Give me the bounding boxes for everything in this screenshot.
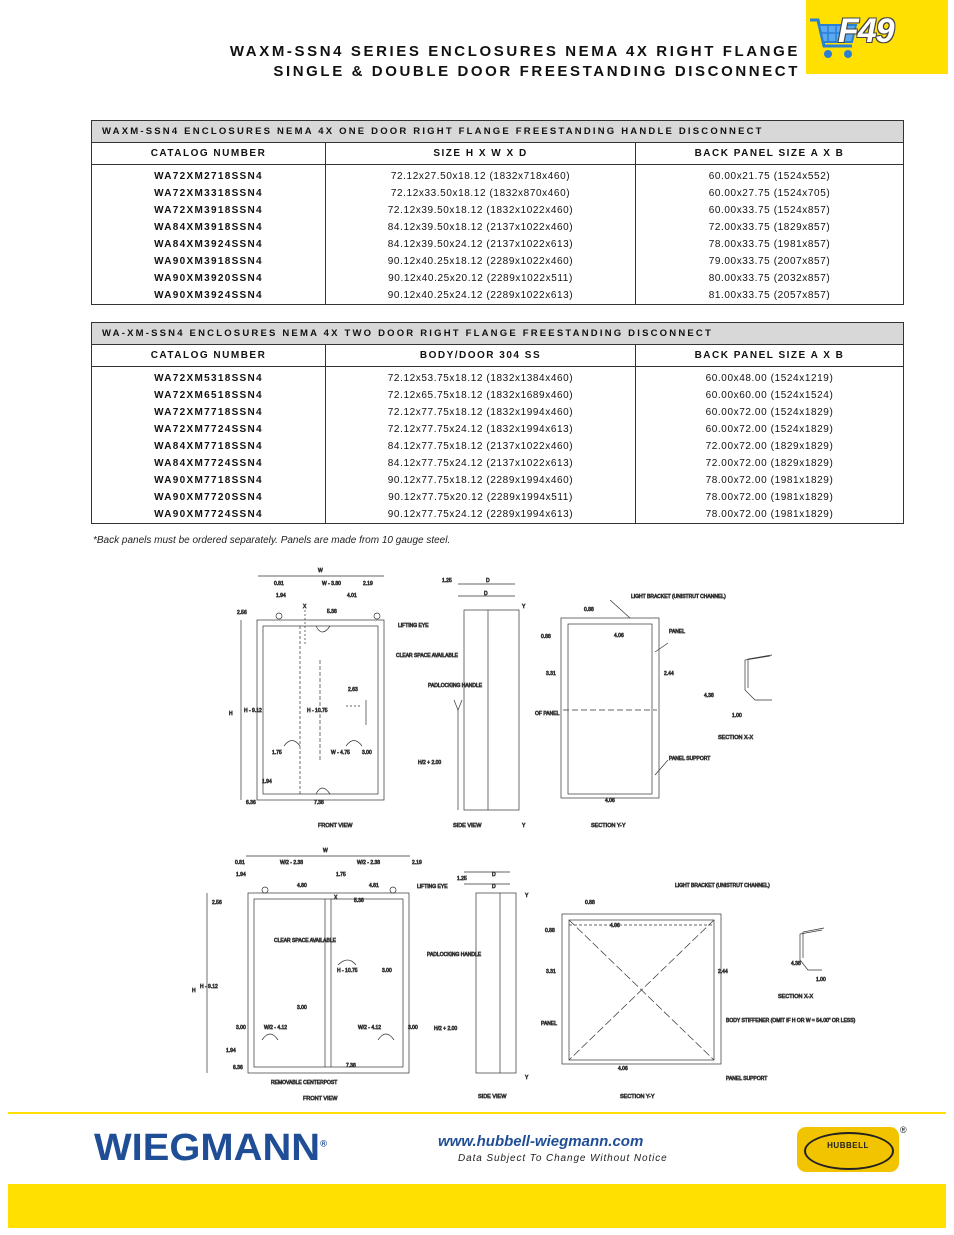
dim-label: PANEL (541, 1021, 558, 1027)
hubbell-oval (804, 1132, 894, 1170)
size-value: 84.12x39.50x18.12 (2137x1022x460) (326, 219, 636, 236)
column-header: BODY/DOOR 304 SS (326, 345, 636, 367)
table-one-door-title: WAXM-SSN4 ENCLOSURES NEMA 4X ONE DOOR RIGHT FLANGE FREESTANDING HANDLE DISCONNECT (92, 121, 904, 143)
panel-size-value: 60.00x33.75 (1524x857) (636, 202, 904, 219)
table-row (92, 236, 904, 253)
panel-size-value: 81.00x33.75 (2057x857) (636, 287, 904, 305)
table-row (92, 287, 904, 305)
table-two-door (91, 322, 904, 524)
dim-label: 0.88 (545, 928, 555, 934)
website-link[interactable]: www.hubbell-wiegmann.com (438, 1133, 644, 1150)
dim-label: Y (525, 1075, 529, 1081)
dim-label: 3.00 (362, 750, 372, 756)
dim-label: D (486, 578, 490, 584)
dim-label: 0.88 (584, 607, 594, 613)
panel-size-value: 60.00x72.00 (1524x1829) (636, 421, 904, 438)
dim-label: 0.88 (541, 634, 551, 640)
catalog-number: WA84XM7724SSN4 (92, 455, 326, 472)
dim-label: H/2 + 2.00 (434, 1026, 458, 1032)
dim-label: 1.94 (226, 1048, 236, 1054)
catalog-number: WA90XM3924SSN4 (92, 287, 326, 305)
dim-label: H - 10.75 (337, 968, 358, 974)
dim-label: 3.31 (546, 969, 556, 975)
table-row (92, 421, 904, 438)
table-row (92, 253, 904, 270)
dim-label: 3.00 (382, 968, 392, 974)
size-value: 72.12x27.50x18.12 (1832x718x460) (326, 165, 636, 186)
dim-label: LIFTING EYE (398, 623, 429, 629)
dim-label: 2.19 (363, 581, 373, 587)
dim-label: OF PANEL (535, 711, 560, 717)
single-section-xx (745, 655, 772, 700)
dim-label: 6.36 (246, 800, 256, 806)
table-row (92, 387, 904, 404)
table-row (92, 506, 904, 524)
dim-label: H (192, 988, 196, 994)
panel-size-value: 60.00x48.00 (1524x1219) (636, 367, 904, 388)
dim-label: 2.44 (664, 671, 674, 677)
dim-label: PADLOCKING HANDLE (427, 952, 482, 958)
dim-label: 1.75 (272, 750, 282, 756)
catalog-number: WA72XM2718SSN4 (92, 165, 326, 186)
table-row (92, 219, 904, 236)
dim-label: 1.00 (816, 977, 826, 983)
panel-size-value: 80.00x33.75 (2032x857) (636, 270, 904, 287)
footer-band (8, 1184, 946, 1228)
size-value: 90.12x77.75x24.12 (2289x1994x613) (326, 506, 636, 524)
dim-label: W/2 - 2.38 (280, 860, 304, 866)
panel-size-value: 60.00x60.00 (1524x1524) (636, 387, 904, 404)
single-section-yy (561, 600, 668, 798)
dim-label: PANEL (669, 629, 686, 635)
double-section-yy (562, 914, 721, 1064)
dim-label: Y (522, 823, 526, 829)
catalog-number: WA84XM7718SSN4 (92, 438, 326, 455)
dim-label: 1.94 (236, 872, 246, 878)
dim-label: 1.00 (732, 713, 742, 719)
page-code: F49 (838, 12, 894, 50)
dim-label: W/2 - 4.12 (358, 1025, 382, 1031)
dim-label: 1.25 (442, 578, 452, 584)
column-header: SIZE H X W X D (326, 143, 636, 165)
dim-label: 6.36 (233, 1065, 243, 1071)
dim-label: 4.06 (610, 923, 620, 929)
dim-label: 3.00 (408, 1025, 418, 1031)
dim-label: CLEAR SPACE AVAILABLE (274, 938, 336, 944)
hubbell-text: HUBBELL (827, 1141, 869, 1150)
view-label: FRONT VIEW (303, 1096, 338, 1102)
catalog-number: WA72XM5318SSN4 (92, 367, 326, 388)
dim-label: W (323, 848, 328, 854)
catalog-number: WA72XM3318SSN4 (92, 185, 326, 202)
table-row (92, 270, 904, 287)
dim-label: 2.19 (412, 860, 422, 866)
table-two-door-title: WA-XM-SSN4 ENCLOSURES NEMA 4X TWO DOOR RIGHT FLANGE FREESTANDING DISCONNECT (92, 323, 904, 345)
catalog-number: WA72XM3918SSN4 (92, 202, 326, 219)
technical-drawings (0, 560, 954, 1110)
view-label: FRONT VIEW (318, 823, 353, 829)
column-header: CATALOG NUMBER (92, 345, 326, 367)
view-label: SECTION Y-Y (620, 1094, 655, 1100)
size-value: 72.12x39.50x18.12 (1832x1022x460) (326, 202, 636, 219)
dim-label: D (484, 591, 488, 597)
dim-label: 0.81 (235, 860, 245, 866)
hubbell-logo (797, 1127, 899, 1172)
dim-label: W (318, 568, 323, 574)
size-value: 72.12x65.75x18.12 (1832x1689x460) (326, 387, 636, 404)
dim-label: D (492, 872, 496, 878)
view-label: SIDE VIEW (478, 1094, 507, 1100)
panel-size-value: 78.00x72.00 (1981x1829) (636, 506, 904, 524)
table-row (92, 438, 904, 455)
panel-size-value: 60.00x21.75 (1524x552) (636, 165, 904, 186)
size-value: 90.12x40.25x20.12 (2289x1022x511) (326, 270, 636, 287)
dim-label: 1.75 (336, 872, 346, 878)
catalog-number: WA72XM6518SSN4 (92, 387, 326, 404)
catalog-number: WA72XM7718SSN4 (92, 404, 326, 421)
view-label: SECTION X-X (778, 994, 814, 1000)
size-value: 90.12x40.25x18.12 (2289x1022x460) (326, 253, 636, 270)
dim-label: 4.80 (297, 883, 307, 889)
table-one-door (91, 120, 904, 305)
size-value: 84.12x39.50x24.12 (2137x1022x613) (326, 236, 636, 253)
catalog-number: WA72XM7724SSN4 (92, 421, 326, 438)
dim-label: H - 10.75 (307, 708, 328, 714)
size-value: 72.12x53.75x18.12 (1832x1384x460) (326, 367, 636, 388)
dim-label: H - 9.12 (200, 984, 218, 990)
dim-label: W - 4.75 (331, 750, 350, 756)
dim-label: 2.63 (348, 687, 358, 693)
size-value: 90.12x77.75x18.12 (2289x1994x460) (326, 472, 636, 489)
dim-label: 1.94 (276, 593, 286, 599)
footnote: *Back panels must be ordered separately. Panels are made from 10 gauge steel. (93, 535, 451, 546)
dim-label: W/2 - 2.38 (357, 860, 381, 866)
dim-label: H/2 + 2.00 (418, 760, 442, 766)
dim-label: 1.25 (457, 876, 467, 882)
table-row (92, 489, 904, 506)
double-front-view (207, 856, 410, 1073)
catalog-number: WA90XM7724SSN4 (92, 506, 326, 524)
dim-label: H (229, 711, 233, 717)
dim-label: 4.38 (791, 961, 801, 967)
dim-label: 4.06 (614, 633, 624, 639)
size-value: 72.12x33.50x18.12 (1832x870x460) (326, 185, 636, 202)
dim-label: 4.01 (347, 593, 357, 599)
dim-label: REMOVABLE CENTERPOST (271, 1080, 338, 1086)
size-value: 90.12x77.75x20.12 (2289x1994x511) (326, 489, 636, 506)
dim-label: 4.06 (618, 1066, 628, 1072)
disclaimer: Data Subject To Change Without Notice (458, 1153, 668, 1164)
table-row (92, 185, 904, 202)
dim-label: 7.38 (314, 800, 324, 806)
view-label: SECTION X-X (718, 735, 754, 741)
catalog-number: WA84XM3918SSN4 (92, 219, 326, 236)
dim-label: PADLOCKING HANDLE (428, 683, 483, 689)
dim-label: X (334, 895, 338, 901)
panel-size-value: 78.00x72.00 (1981x1829) (636, 472, 904, 489)
dim-label: 5.38 (327, 609, 337, 615)
dim-label: 2.56 (237, 610, 247, 616)
panel-size-value: 78.00x72.00 (1981x1829) (636, 489, 904, 506)
catalog-number: WA90XM3920SSN4 (92, 270, 326, 287)
dim-label: X (303, 604, 307, 610)
title-line-1: WAXM-SSN4 SERIES ENCLOSURES NEMA 4X RIGHT FLANGE (229, 43, 800, 60)
dim-label: Y (525, 893, 529, 899)
table-row (92, 472, 904, 489)
table-row (92, 165, 904, 186)
column-header: CATALOG NUMBER (92, 143, 326, 165)
table-row (92, 367, 904, 388)
panel-size-value: 72.00x72.00 (1829x1829) (636, 455, 904, 472)
page-title (200, 42, 800, 82)
size-value: 84.12x77.75x24.12 (2137x1022x613) (326, 455, 636, 472)
dim-label: 4.06 (605, 798, 615, 804)
dim-label: H - 9.12 (244, 708, 262, 714)
dim-label: BODY STIFFENER (OMIT IF H OR W = 54.00" OR LESS) (726, 1018, 856, 1024)
dim-label: LIGHT BRACKET (UNISTRUT CHANNEL) (675, 883, 770, 889)
dim-label: D (492, 884, 496, 890)
dim-label: 4.38 (704, 693, 714, 699)
catalog-number: WA90XM7720SSN4 (92, 489, 326, 506)
registered-mark: ® (320, 1138, 328, 1149)
panel-size-value: 72.00x72.00 (1829x1829) (636, 438, 904, 455)
double-side-view (464, 872, 516, 1073)
table-row (92, 455, 904, 472)
dim-label: 4.81 (369, 883, 379, 889)
dim-label: 5.38 (354, 898, 364, 904)
dim-label: Y (522, 604, 526, 610)
dim-label: LIFTING EYE (417, 884, 448, 890)
panel-size-value: 60.00x27.75 (1524x705) (636, 185, 904, 202)
dim-label: 3.00 (236, 1025, 246, 1031)
size-value: 72.12x77.75x24.12 (1832x1994x613) (326, 421, 636, 438)
panel-size-value: 79.00x33.75 (2007x857) (636, 253, 904, 270)
dim-label: W/2 - 4.12 (264, 1025, 288, 1031)
view-label: SECTION Y-Y (591, 823, 626, 829)
single-side-view (454, 584, 519, 810)
footer-rule (8, 1112, 946, 1114)
dim-label: 7.38 (346, 1063, 356, 1069)
title-line-2: SINGLE & DOUBLE DOOR FREESTANDING DISCONNECT (273, 63, 800, 80)
panel-size-value: 78.00x33.75 (1981x857) (636, 236, 904, 253)
panel-size-value: 72.00x33.75 (1829x857) (636, 219, 904, 236)
catalog-number: WA90XM3918SSN4 (92, 253, 326, 270)
dim-label: W - 3.80 (322, 581, 341, 587)
dim-label: 2.44 (718, 969, 728, 975)
catalog-number: WA84XM3924SSN4 (92, 236, 326, 253)
double-section-xx (800, 928, 824, 970)
catalog-number: WA90XM7718SSN4 (92, 472, 326, 489)
size-value: 90.12x40.25x24.12 (2289x1022x613) (326, 287, 636, 305)
single-front-view (241, 576, 384, 800)
dim-label: 1.94 (262, 779, 272, 785)
panel-size-value: 60.00x72.00 (1524x1829) (636, 404, 904, 421)
dim-label: 0.81 (274, 581, 284, 587)
dim-label: PANEL SUPPORT (669, 756, 711, 762)
column-header: BACK PANEL SIZE A X B (636, 345, 904, 367)
dim-label: 0.88 (585, 900, 595, 906)
size-value: 84.12x77.75x18.12 (2137x1022x460) (326, 438, 636, 455)
column-header: BACK PANEL SIZE A X B (636, 143, 904, 165)
wiegmann-logo (94, 1127, 327, 1170)
dim-label: 2.56 (212, 900, 222, 906)
table-row (92, 404, 904, 421)
registered-mark: ® (900, 1125, 907, 1135)
view-label: SIDE VIEW (453, 823, 482, 829)
table-row (92, 202, 904, 219)
dim-label: CLEAR SPACE AVAILABLE (396, 653, 458, 659)
brand-name: WIEGMANN (94, 1127, 321, 1169)
dim-label: LIGHT BRACKET (UNISTRUT CHANNEL) (631, 594, 726, 600)
size-value: 72.12x77.75x18.12 (1832x1994x460) (326, 404, 636, 421)
dim-label: PANEL SUPPORT (726, 1076, 768, 1082)
dim-label: 3.00 (297, 1005, 307, 1011)
dim-label: 3.31 (546, 671, 556, 677)
